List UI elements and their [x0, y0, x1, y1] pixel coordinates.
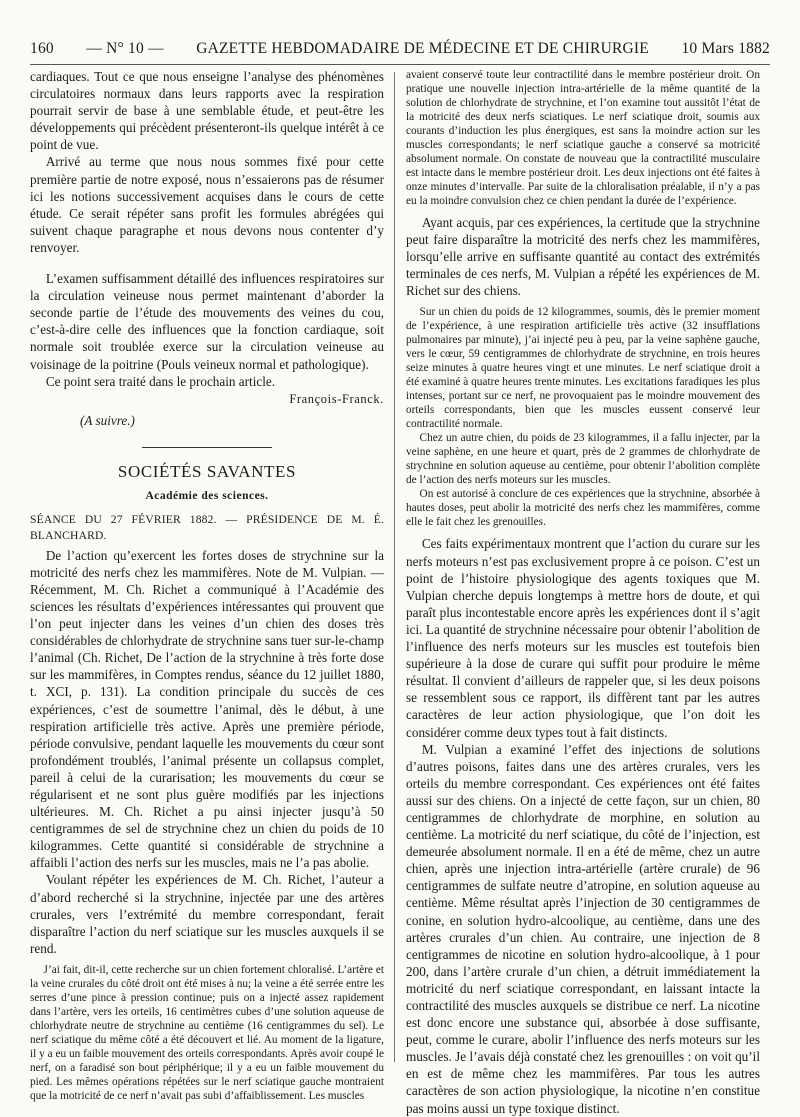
- paragraph-small: avaient conservé toute leur contractilité dans le membre postérieur droit. On pratique une nouvelle injection intra-artérielle de la même quantité de la solution de chlorhydrate de strychnine, et l’on examine tout aussitôt l’état de la motricité des deux nerfs sciatiques. Le nerf sciatique droit, soumis aux courants d’induction les plus énergiques, est sans la moindre action sur les muscles correspondants; le nerf sciatique gauche a conservé sa motricité absolument normale. On constate de nouveau que la contractilité musculaire est intacte dans le membre postérieur droit. Les deux injections ont été faites à onze minutes d’intervalle. Par suite de la chloralisation préalable, il n’y a pas eu la moindre convulsion chez ce chien pendant la durée de l’expérience.: [406, 69, 760, 207]
- issue-date: 10 Mars 1882: [681, 40, 770, 57]
- journal-title: GAZETTE HEBDOMADAIRE DE MÉDECINE ET DE CHIRURGIE: [196, 40, 649, 57]
- issue-number: — N° 10 —: [86, 40, 164, 57]
- paragraph: M. Vulpian a examiné l’effet des injections de solutions d’autres poisons, faites dans une des artères crurales, vers les orteils du membre correspondant. Ces expériences ont été faites aussi sur des chiens. On a injecté de cette façon, sur un chien, 80 centigrammes de chlorhydrate de morphine, en solution au centième. La motricité du nerf sciatique, du côté de l’injection, est demeurée absolument normale. Il en a été de même, chez un autre chien, après une injection intra-artérielle (artère crurale) de 96 centigrammes de sulfate neutre d’atropine, en solution aqueuse au centième. Même résultat après l’injection de 30 centigrammes de conine, en solution hydro-alcoolique, au centième, dans une des artères crurales d’un chien. Au contraire, une injection de 8 centigrammes de nicotine en solution hydro-alcoolique, à 1 pour 200, dans l’artère crurale d’un chien, a détruit immédiatement la motricité du nerf sciatique correspondant, en laissant intacte la contractilité des muscles auxquels se distribue ce nerf. La nicotine est donc encore une substance qui, absorbée à dose suffisante, peut, comme le curare, abolir l’influence des nerfs moteurs sur les muscles. Je l’avais déjà constaté chez les grenouilles : on voit qu’il en est de même chez les mammifères. Par tous les autres caractères de son action physiologique, la nicotine n’en constitue pas moins aussi un type toxique distinct.: [406, 741, 760, 1116]
- paragraph: Ayant acquis, par ces expériences, la certitude que la strychnine peut faire disparaître la motricité des nerfs chez les mammifères, lorsqu’elle arrive en suffisante quantité au contact des extrémités terminales de ces nerfs, M. Vulpian a répété les expériences de M. Richet sur des chiens.: [406, 215, 760, 299]
- continued-note: (A suivre.): [80, 412, 135, 428]
- paragraph-small: J’ai fait, dit-il, cette recherche sur un chien fortement chloralisé. L’artère et la veine crurales du côté droit ont été mises à nu; la veine a été serrée entre les serres d’une pince à pression continue; puis on a injecté assez rapidement dans l’artère, vers les orteils, 16 centimètres cubes d’une solution aqueuse de chlorhydrate neutre de strychnine au centième (16 centigrammes du sel). Le nerf sciatique du même côté a été découvert et lié. Au moment de la ligature, il y a eu un faible mouvement des orteils correspondants. Après avoir coupé le nerf, on a faradisé son bout périphérique; il y a eu un faible mouvement du pied. Les mêmes opérations répétées sur le nerf sciatique gauche montraient que la motricité de ce nerf n’avait pas subi d’affaiblissement. Les muscles: [30, 963, 384, 1102]
- paragraph: De l’action qu’exercent les fortes doses de strychnine sur la motricité des nerfs chez les mammifères. Note de M. Vulpian. — Récemment, M. Ch. Richet a communiqué à l’Académie des sciences les résultats d’expériences intéressantes qui prouvent que l’on peut injecter dans les veines d’un chien des doses très considérables de chlorhydrate de strychnine sans tuer sur-le-champ l’animal (Ch. Richet, De l’action de la strychnine à très forte dose sur les mammifères, in Comptes rendus, séance du 12 juillet 1880, t. XCI, p. 131). La condition principale du succès de ces expériences, c’est de soumettre l’animal, dès le début, à une respiration artificielle très active. Après une première période, période convulsive, pendant laquelle les mouvements du cœur sont profondément troublés, l’animal présente un collapsus complet, pareil à celui de la curarisation; les mouvements du cœur se régularisent et ne sont plus guère modifiés par les injections ultérieures. M. Ch. Richet a pu ainsi injecter jusqu’à 50 centigrammes de sel de strychnine chez un chien du poids de 10 kilogrammes. Cette quantité si considérable de strychnine a affaibli l’action des nerfs sur les muscles, mais ne l’a pas abolie.: [30, 547, 384, 871]
- session-heading: SÉANCE DU 27 FÉVRIER 1882. — PRÉSIDENCE DE M. É. BLANCHARD.: [30, 512, 384, 542]
- section-title: SOCIÉTÉS SAVANTES: [117, 461, 297, 481]
- section-separator: [142, 447, 272, 448]
- running-header: [30, 40, 770, 65]
- paragraph-small: Chez un autre chien, du poids de 23 kilogrammes, il a fallu injecter, par la veine saphène, en une heure et quart, près de 2 grammes de chlorhydrate de strychnine en solution aqueuse au centième, pour obtenir l’abolition complète de l’action des nerfs moteurs sur les muscles.: [406, 432, 760, 487]
- paragraph: Ce point sera traité dans le prochain article.: [45, 373, 276, 389]
- paragraph: Voulant répéter les expériences de M. Ch. Richet, l’auteur a d’abord recherché si la strychnine, injectée par une des artères crurales, vers l’extrémité du membre correspondant, ferait disparaître l’action du nerf sciatique sur les muscles auxquels il se rend.: [30, 872, 384, 956]
- paragraph: Arrivé au terme que nous nous sommes fixé pour cette première partie de notre exposé, nous n’essaierons pas de résumer ici les notions successivement acquises dans le cours de cette étude. Ce serait répéter sans profit les formules abrégées qui suivent chaque paragraphe et nous devons nous contenter d’y renvoyer.: [30, 154, 384, 255]
- paragraph: cardiaques. Tout ce que nous enseigne l’analyse des phénomènes circulatoires normaux dans leurs rapports avec la respiration pourrait servir de base à une semblable étude, et peut-être les développements qui précèdent présenteront-ils quelque intérêt à ce point de vue.: [30, 69, 384, 153]
- paragraph-small: Sur un chien du poids de 12 kilogrammes, soumis, dès le premier moment de l’expérience, à une respiration artificielle très active (32 insufflations pulmonaires par minute), j’ai injecté peu à peu, par la veine saphène gauche, vers le cœur, 59 centigrammes de chlorhydrate de strychnine, en trois heures seize minutes à quatre heures vingt et une minutes. Le nerf sciatique droit a été examiné à quatre heures trente minutes. Les excitations faradiques les plus intenses, portant sur ce nerf, ne provoquaient pas le moindre mouvement des orteils correspondants, bien que les muscles eussent conservé leur contractilité normale.: [406, 306, 760, 431]
- left-column: [30, 68, 384, 1102]
- paragraph-small: On est autorisé à conclure de ces expériences que la strychnine, absorbée à hautes doses, peut abolir la motricité des nerfs chez les mammifères, comme elle le fait chez les grenouilles.: [406, 488, 760, 529]
- right-column: [406, 68, 760, 1116]
- paragraph: Ces faits expérimentaux montrent que l’action du curare sur les nerfs moteurs n’est pas exclusivement propre à ce poison. C’est un point de l’histoire physiologique des agents toxiques que M. Vulpian cherche depuis longtemps à mettre hors de doute, et qui paraît plus incontestable encore après les expériences dont il s’agit ici. La quantité de strychnine nécessaire pour obtenir l’abolition de l’influence des nerfs moteurs sur les muscles est toutefois bien supérieure à la dose de curare qui suffit pour produire le même résultat. Il convient d’ailleurs de rappeler que, si les deux poisons se ressemblent sous ce rapport, ils diffèrent tant par les autres caractères de leur action physiologique, que l’on doit les considérer comme deux types tout à fait distincts.: [406, 536, 760, 740]
- page-number: 160: [30, 40, 54, 57]
- section-subtitle: Académie des sciences.: [145, 489, 269, 502]
- author-signature: François-Franck.: [289, 391, 384, 406]
- paragraph: L’examen suffisamment détaillé des influences respiratoires sur la circulation veineuse nous permet maintenant d’aborder la seconde partie de l’étude des mouvements des veines du cou, c’est-à-dire celle des influences que la fonction cardiaque, soit normale soit troublée exerce sur la circulation veineuse au voisinage de la poitrine (Pouls veineux normal et pathologique).: [30, 271, 384, 372]
- column-divider: [394, 72, 395, 1062]
